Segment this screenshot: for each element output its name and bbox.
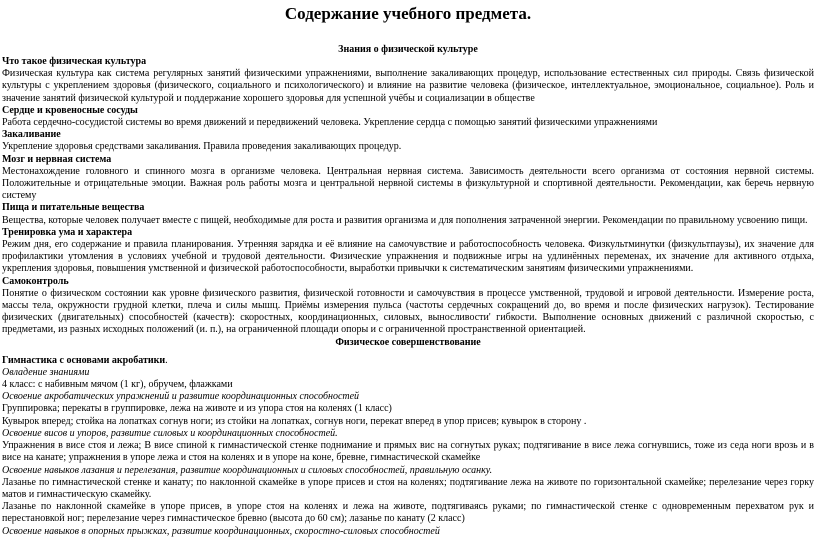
section-title-physical: Физическое совершенствование	[335, 336, 481, 348]
block-text: Режим дня, его содержание и правила планирования. Утренняя зарядка и её влияние на самочувствие и работоспособность человека. Физкультминутки (физкультпаузы), их значение для профилактики утомления в условиях учебной и трудовой деятельности. Физические упражнения и подвижные игры на удлинённых переменах, их значение для активного отдыха, укрепления здоровья, повышения умственной и физической работоспособности, выработки привычки к систематическим занятиям физическими упражнениями.	[2, 239, 814, 275]
line-item: Упражнения в висе стоя и лежа; В висе спиной к гимнастической стенке поднимание и прямых вис на согнутых руках; подтягивание в висе лежа согнувшись, тоже из седа ноги врозь и в висе на канате; упражнения в упоре лежа и стоя на коленях и в упоре на коне, бревне, гимнастической скамейке	[2, 440, 814, 464]
block-heading: Самоконтроль	[2, 275, 69, 287]
block-heading: Пища и питательные вещества	[2, 202, 145, 214]
line-item: 4 класс: с набивным мячом (1 кг), обручем, флажками	[2, 379, 233, 391]
line-item: Освоение висов и упоров, развитие силовых и координационных способностей.	[2, 427, 338, 439]
document-title: Содержание учебного предмета.	[284, 4, 532, 23]
block-text: Работа сердечно-сосудистой системы во время движений и передвижений человека. Укрепление сердца с помощью занятий физическими упражнениями	[2, 117, 658, 129]
block-text: Укрепление здоровья средствами закаливания. Правила проведения закаливающих процедур.	[2, 141, 402, 153]
line-item: Лазанье по гимнастической стенке и канату; по наклонной скамейке в упоре присев и стоя на коленях; подтягивание лежа на животе по горизонтальной скамейке; перелезание через горку матов и гимнастическую скамейку.	[2, 476, 814, 500]
line-item: Освоение акробатических упражнений и развитие координационных способностей	[2, 391, 360, 403]
block-heading: Мозг и нервная система	[2, 153, 112, 165]
block-text: Вещества, которые человек получает вместе с пищей, необходимые для роста и развития организма и для пополнения затраченной энергии. Рекомендации по правильному усвоению пищи.	[2, 214, 808, 226]
section-physical	[2, 355, 814, 538]
block-text: Местонахождение головного и спинного мозга в организме человека. Центральная нервная система. Зависимость деятельности всего организма от состояния нервной системы. Положительные и отрицательные эмоции. Важная роль работы мозга и центральной нервной системы в физкультурной и спортивной деятельности. Рекомендации, как беречь нервную систему	[2, 165, 814, 202]
block-heading: Тренировка ума и характера	[2, 226, 133, 238]
line-item: Лазанье по наклонной скамейке в упоре присев, в упоре стоя на коленях и лежа на животе, подтягиваясь руками; по гимнастической стенке с одновременным перехватом рук и перестановкой ног; перелезание через гимнастическое бревно (высота до 60 см); лазанье по канату (2 класс)	[2, 501, 814, 525]
line-item: Овладение знаниями	[2, 366, 90, 378]
line-item: Освоение навыков лазания и перелезания, развитие координационных и силовых способностей, правильную осанку.	[2, 464, 493, 476]
line-item: Группировка; перекаты в группировке, лежа на животе и из упора стоя на коленях (1 класс)	[2, 403, 392, 415]
heading-suffix: .	[165, 354, 168, 366]
block-heading: Закаливание	[2, 129, 61, 141]
line-item: Кувырок вперед; стойка на лопатках согнув ноги; из стойки на лопатках, согнув ноги, перекат вперед в упор присев; кувырок в сторону .	[2, 415, 587, 427]
gymnastics-heading-line	[2, 355, 814, 367]
block-heading: Сердце и кровеносные сосуды	[2, 104, 138, 116]
block-heading: Что такое физическая культура	[2, 56, 147, 67]
block-text: Физическая культура как система регулярных занятий физическими упражнениями, выполнение закаливающих процедур, использование естественных сил природы. Связь физической культуры с укреплением здоровья (физического, социального и психологического) и влияние на развитие человека (физическое, интеллектуальное, эмоциональное, социальное). Роль и значение занятий физической культурой и поддержание хорошего здоровья для успешной учёбы и социализации в обществе	[2, 68, 814, 104]
section-title-knowledge: Знания о физической культуре	[338, 44, 478, 55]
section-knowledge	[2, 56, 814, 337]
gymnastics-heading: Гимнастика с основами акробатики	[2, 354, 166, 366]
line-item: Освоение навыков в опорных прыжках, развитие координационных, скоростно-силовых способностей	[2, 525, 440, 537]
block-text: Понятие о физическом состоянии как уровне физического развития, физической готовности и самочувствия в процессе умственной, трудовой и игровой деятельности. Измерение роста, массы тела, окружности грудной клетки, плеча и силы мышц. Приёмы измерения пульса (частоты сердечных сокращений до, во время и после физических нагрузок). Тестирование физических (двигательных) способностей (качеств): скоростных, координационных, силовых, выносливости' гибкости. Выполнение основных движений с различной скоростью, с предметами, из разных исходных положений (и. п.), на ограниченной площади опоры и с ограниченной пространственной ориентацией.	[2, 287, 814, 336]
